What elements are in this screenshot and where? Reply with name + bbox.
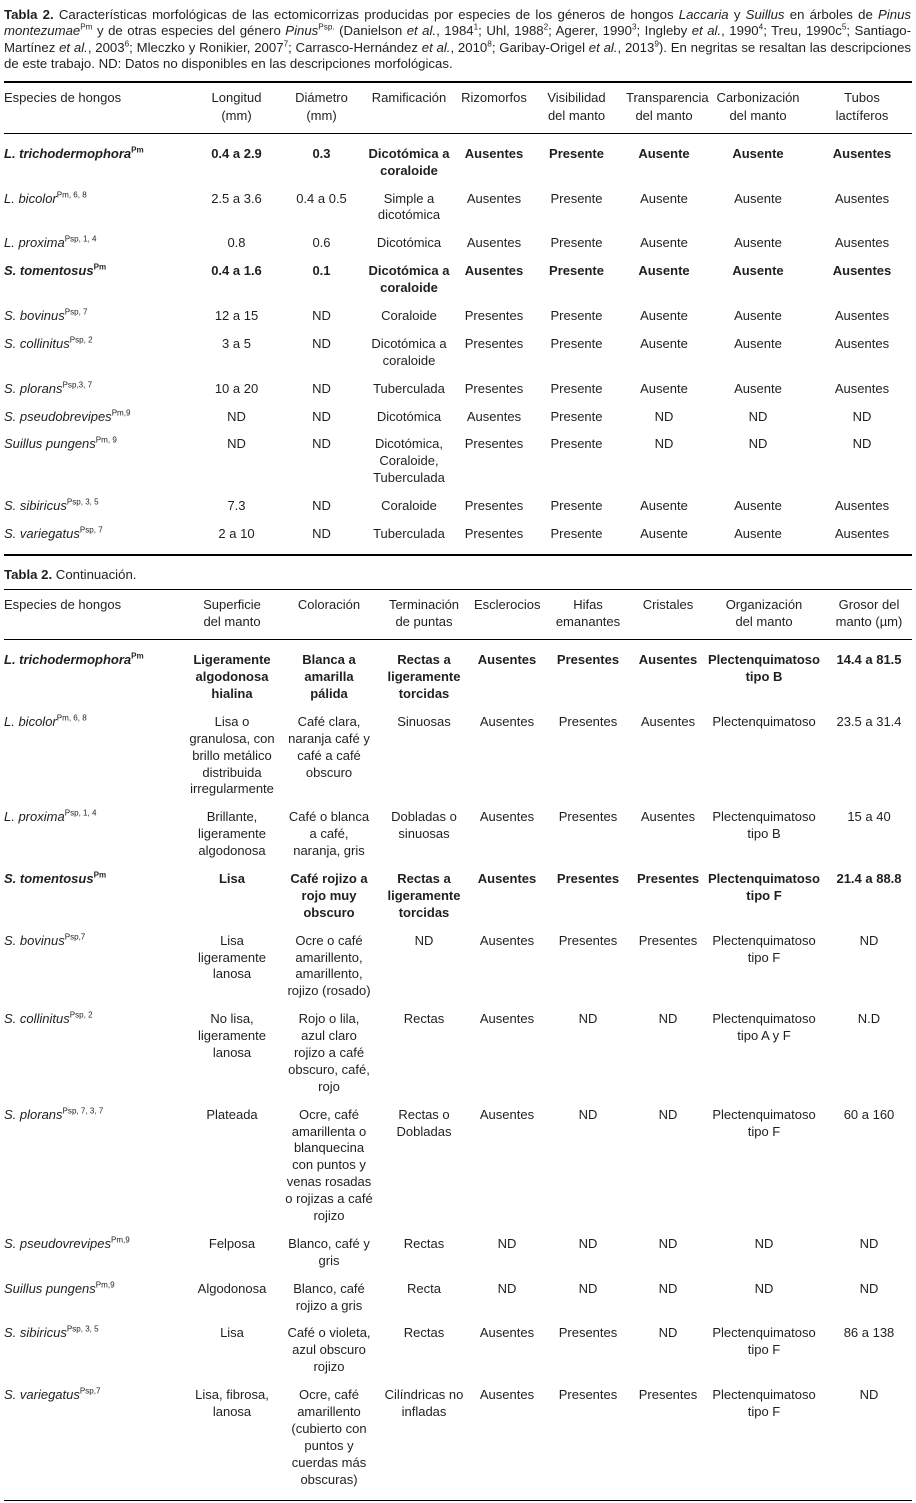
data-cell: 0.4 a 0.5 [296, 190, 347, 206]
species-name-cell: S. plorans$^{Psp, 7, 3, 7}$ [4, 1106, 104, 1122]
data-cell: Ausentes [638, 652, 698, 668]
data-cell: Ausentes [834, 190, 890, 206]
data-cell: Coraloide [381, 498, 437, 514]
morphology-table-part2 [4, 589, 912, 1501]
data-cell: Dobladas o sinuosas [391, 809, 457, 842]
data-cell: Café o blanca a café, naranja, gris [288, 809, 370, 859]
table-row [4, 381, 912, 409]
data-cell: Presentes [558, 1387, 618, 1403]
morphology-table-part1 [4, 81, 912, 555]
column-header: Grosor del manto (µm) [826, 589, 912, 639]
data-cell: Ausente [640, 190, 688, 206]
data-cell: Ausente [734, 380, 782, 396]
table-row [4, 436, 912, 498]
column-header: Rizomorfos [459, 82, 529, 133]
species-name-cell: S. plorans$^{Psp,3, 7}$ [4, 380, 93, 396]
data-cell: Ocre, café amarillenta o blanquecina con puntos y venas rosadas o rojizas a café rojizo [285, 1106, 373, 1224]
data-cell: 3 a 5 [222, 335, 251, 351]
data-cell: ND [852, 408, 872, 424]
species-name-cell: S. tomentosus$^{Pm}$ [4, 870, 107, 886]
data-cell: Lisa [218, 871, 245, 886]
data-cell: Ausentes [464, 263, 524, 279]
data-cell: ND [859, 932, 879, 948]
data-cell: Algodonosa [197, 1280, 267, 1296]
data-cell: 86 a 138 [843, 1325, 895, 1341]
data-cell: Plectenquimatoso tipo F [712, 1387, 816, 1420]
data-cell: Presentes [558, 713, 618, 729]
table1-header [4, 82, 912, 133]
data-cell: 2.5 a 3.6 [211, 190, 262, 206]
data-cell: Ausente [638, 145, 690, 161]
data-cell: ND [312, 436, 331, 452]
data-cell: Presentes [556, 871, 620, 886]
data-cell: 12 a 15 [214, 307, 259, 323]
species-name-cell: L. trichodermophora$^{Pm}$ [4, 651, 144, 668]
data-cell: ND [658, 1106, 678, 1122]
data-cell: Ausente [734, 526, 782, 541]
data-cell: ND [859, 1387, 879, 1403]
column-header: Hifas emanantes [542, 589, 634, 639]
data-cell: Presentes [464, 307, 524, 323]
data-cell: Ausentes [479, 809, 535, 825]
data-cell: Sinuosas [397, 713, 451, 729]
data-cell: Ausentes [832, 263, 892, 279]
data-cell: 7.3 [227, 498, 246, 514]
data-cell: ND [312, 307, 331, 323]
table-row [4, 336, 912, 381]
data-cell: Ausentes [477, 871, 537, 886]
data-cell: Ausentes [834, 380, 890, 396]
data-cell: Rectas [403, 1011, 445, 1027]
data-cell: Presentes [638, 1387, 698, 1403]
data-cell: Dicotómica a coraloide [368, 145, 450, 178]
column-header: Coloración [282, 589, 376, 639]
data-cell: Ligeramente algodonosa hialina [193, 652, 271, 701]
continuation-text: Continuación. [52, 566, 137, 582]
data-cell: Tuberculada [373, 526, 445, 541]
data-cell: ND [578, 1280, 598, 1296]
data-cell: Presentes [637, 871, 700, 886]
species-name-cell: Suillus pungens$^{Pm, 9}$ [4, 436, 117, 452]
data-cell: ND [312, 498, 331, 514]
data-cell: Ausente [732, 145, 784, 161]
data-cell: Ausente [734, 335, 782, 351]
data-cell: Ausentes [479, 713, 535, 729]
data-cell: Ausentes [466, 408, 522, 424]
data-cell: Ausentes [479, 932, 535, 948]
column-header: Ramificación [359, 82, 459, 133]
data-cell: Blanco, café rojizo a gris [293, 1280, 365, 1313]
table-row [4, 191, 912, 236]
data-cell: Plectenquimatoso [712, 713, 816, 729]
species-name-cell: L. proxima$^{Psp, 1, 4}$ [4, 234, 97, 251]
data-cell: 0.6 [312, 235, 331, 251]
data-cell: 23.5 a 31.4 [836, 713, 902, 729]
data-cell: Ocre, café amarillento (cubierto con puntos y cuerdas más obscuras) [291, 1387, 367, 1487]
column-header: Especies de hongos [4, 82, 189, 133]
data-cell: Rectas [403, 1235, 445, 1251]
data-cell: Rectas a ligeramente torcidas [387, 652, 461, 701]
data-cell: Rectas [403, 1325, 445, 1341]
table-row [4, 1011, 912, 1106]
species-name-cell: S. tomentosus$^{Pm}$ [4, 262, 107, 279]
data-cell: Ausentes [479, 1106, 535, 1122]
data-cell: Recta [407, 1280, 441, 1296]
data-cell: ND [748, 436, 768, 452]
data-cell: ND [658, 1325, 678, 1341]
column-header: Especies de hongos [4, 589, 182, 639]
data-cell: Ausentes [479, 1387, 535, 1403]
data-cell: Ausentes [834, 498, 890, 514]
data-cell: Plectenquimatoso tipo A y F [712, 1011, 816, 1044]
data-cell: Ausentes [477, 652, 537, 668]
species-name-cell: L. trichodermophora$^{Pm}$ [4, 145, 144, 161]
data-cell: Plectenquimatoso tipo B [712, 809, 816, 842]
data-cell: Lisa [220, 1325, 244, 1341]
data-cell: Lisa, fibrosa, lanosa [195, 1387, 269, 1420]
data-cell: Tuberculada [373, 380, 445, 396]
data-cell: Ausentes [640, 809, 696, 825]
data-cell: Dicotómica [376, 235, 442, 251]
data-cell: Plectenquimatoso tipo F [712, 932, 816, 965]
data-cell: Dicotómica, Coraloide, Tuberculada [373, 436, 445, 486]
data-cell: Ausentes [834, 526, 890, 541]
species-name-cell: Suillus pungens$^{Pm,9}$ [4, 1280, 115, 1296]
data-cell: Ausente [638, 263, 690, 279]
data-cell: Ausentes [479, 1325, 535, 1341]
data-cell: Lisa o granulosa, con brillo metálico distribuida irregularmente [189, 713, 275, 797]
data-cell: Rectas o Dobladas [396, 1106, 452, 1139]
data-cell: 21.4 a 88.8 [836, 871, 902, 886]
data-cell: Presente [550, 235, 603, 251]
species-name-cell: S. pseudovrevipes$^{Pm,9}$ [4, 1235, 130, 1251]
data-cell: Café clara, naranja café y café a café obscuro [288, 713, 370, 780]
table-row [4, 409, 912, 437]
table-row [4, 1325, 912, 1387]
data-cell: Presentes [464, 436, 524, 452]
data-cell: Presentes [638, 932, 698, 948]
data-cell: Presente [550, 408, 603, 424]
data-cell: Presente [550, 335, 603, 351]
species-name-cell: L. proxima$^{Psp, 1, 4}$ [4, 809, 97, 825]
data-cell: Presente [550, 498, 603, 514]
data-cell: Lisa ligeramente lanosa [198, 932, 266, 982]
table-row [4, 263, 912, 308]
column-header: Terminación de puntas [376, 589, 472, 639]
data-cell: Presentes [558, 932, 618, 948]
table-row [4, 308, 912, 336]
species-name-cell: L. bicolor$^{Pm, 6, 8}$ [4, 190, 87, 206]
data-cell: Ausente [640, 335, 688, 351]
column-header: Longitud (mm) [189, 82, 284, 133]
data-cell: ND [859, 1280, 879, 1296]
data-cell: Presentes [464, 498, 524, 514]
data-cell: ND [227, 408, 246, 424]
data-cell: 10 a 20 [214, 380, 259, 396]
data-cell: Simple a dicotómica [377, 190, 441, 223]
data-cell: Café o violeta, azul obscuro rojizo [287, 1325, 371, 1375]
data-cell: Ausente [640, 235, 688, 251]
data-cell: 14.4 a 81.5 [836, 652, 902, 668]
data-cell: Presentes [558, 809, 618, 825]
data-cell: Ausente [640, 526, 688, 541]
species-name-cell: S. variegatus$^{Psp, 7}$ [4, 525, 103, 541]
table-continuation-label [4, 567, 911, 582]
species-name-cell: S. bovinus$^{Psp,7}$ [4, 932, 86, 948]
data-cell: Presente [549, 263, 604, 279]
data-cell: Dicotómica a coraloide [371, 335, 447, 368]
data-cell: ND [748, 408, 768, 424]
data-cell: ND [227, 436, 246, 452]
data-cell: ND [312, 335, 331, 351]
data-cell: Rectas a ligeramente torcidas [387, 871, 461, 920]
data-cell: Plectenquimatoso tipo F [712, 1106, 816, 1139]
species-name-cell: S. collinitus$^{Psp, 2}$ [4, 1010, 93, 1027]
data-cell: Café rojizo a rojo muy obscuro [290, 871, 368, 920]
data-cell: ND [414, 932, 434, 948]
data-cell: Presente [550, 190, 603, 206]
table-row [4, 235, 912, 263]
table2-header-row [4, 589, 912, 639]
data-cell: ND [658, 1011, 678, 1027]
data-cell: Ocre o café amarillento, amarillento, rojizo (rosado) [287, 932, 371, 999]
data-cell: Ausente [640, 307, 688, 323]
data-cell: 0.8 [227, 235, 246, 251]
data-cell: ND [578, 1106, 598, 1122]
data-cell: Ausentes [834, 235, 890, 251]
data-cell: Presente [550, 526, 603, 541]
data-cell: Blanco, café y gris [288, 1235, 370, 1268]
data-cell: 0.4 a 2.9 [211, 145, 262, 161]
data-cell: N.D [857, 1011, 881, 1027]
column-header: Tubos lactíferos [812, 82, 912, 133]
data-cell: ND [312, 526, 331, 541]
column-header: Cristales [634, 589, 702, 639]
table-row [4, 871, 912, 933]
column-header: Diámetro (mm) [284, 82, 359, 133]
data-cell: 0.3 [312, 145, 331, 161]
data-cell: Blanca a amarilla pálida [302, 652, 356, 701]
column-header: Carbonización del manto [704, 82, 812, 133]
data-cell: ND [852, 436, 872, 452]
table-row [4, 809, 912, 871]
data-cell: Ausentes [834, 307, 890, 323]
data-cell: Ausente [734, 307, 782, 323]
data-cell: No lisa, ligeramente lanosa [198, 1011, 266, 1061]
data-cell: Plectenquimatoso tipo B [708, 652, 820, 685]
table-row [4, 640, 912, 714]
species-name-cell: S. collinitus$^{Psp, 2}$ [4, 335, 93, 351]
data-cell: ND [497, 1235, 517, 1251]
table-row [4, 714, 912, 809]
data-cell: 15 a 40 [847, 809, 891, 825]
data-cell: ND [859, 1235, 879, 1251]
data-cell: Presentes [464, 380, 524, 396]
data-cell: Ausentes [834, 335, 890, 351]
data-cell: ND [658, 1280, 678, 1296]
data-cell: Dicotómica a coraloide [368, 263, 450, 296]
data-cell: Ausente [640, 380, 688, 396]
table1-header-row [4, 82, 912, 133]
data-cell: Plectenquimatoso tipo F [708, 871, 820, 903]
table-row [4, 1281, 912, 1326]
species-name-cell: S. sibiricus$^{Psp, 3, 5}$ [4, 1325, 99, 1341]
table-row [4, 933, 912, 1012]
table-row [4, 1107, 912, 1236]
data-cell: Felposa [208, 1235, 256, 1251]
data-cell: Presentes [558, 1325, 618, 1341]
table-row [4, 498, 912, 526]
data-cell: Presente [549, 145, 604, 161]
column-header: Esclerocios [472, 589, 542, 639]
data-cell: Ausente [734, 190, 782, 206]
table-caption: Tabla 2. Características morfológicas de las ectomicorrizas producidas por especies de los géneros de hongos Laccaria y Suillus en árboles de Pinus montezumae$^{Pm}$ y de otras especies del género Pinus$^{Psp.}$ (Danielson et al., 1984$^1$; Uhl, 1988$^2$; Agerer, 1990$^3$; Ingleby et al., 1990$^4$; Treu, $1990c^5$; Santiago-Martínez et al., 2003$^6$; Mleczko y Ronikier, 2007$^7$; Carrasco-Hernández et al., 2010$^8$; Garibay-Origel et al., 2013$^9$). En negritas se resaltan las descripciones de este trabajo. ND: Datos no disponibles en las descripciones morfológicas. [4, 7, 912, 72]
data-cell: Rojo o lila, azul claro rojizo a café obscuro, café, rojo [288, 1011, 370, 1094]
data-cell: ND [312, 408, 331, 424]
data-cell: Plectenquimatoso tipo F [712, 1325, 816, 1358]
data-cell: ND [754, 1280, 774, 1296]
species-name-cell: L. bicolor$^{Pm, 6, 8}$ [4, 713, 87, 729]
data-cell: Presentes [556, 652, 620, 668]
table-row [4, 1387, 912, 1500]
data-cell: Brillante, ligeramente algodonosa [198, 809, 266, 859]
species-name-cell: S. pseudobrevipes$^{Pm,9}$ [4, 408, 131, 424]
data-cell: 0.4 a 1.6 [211, 263, 262, 279]
table2-header [4, 589, 912, 639]
data-cell: Ausentes [832, 145, 892, 161]
table2-body [4, 640, 912, 1500]
column-header: Transparencia del manto [624, 82, 704, 133]
data-cell: ND [497, 1280, 517, 1296]
data-cell: Ausentes [464, 145, 524, 161]
data-cell: Ausente [734, 498, 782, 514]
data-cell: Presentes [464, 335, 524, 351]
data-cell: Ausentes [466, 190, 522, 206]
data-cell: Presentes [464, 526, 524, 541]
data-cell: 60 a 160 [843, 1106, 895, 1122]
data-cell: Plateada [206, 1106, 258, 1122]
column-header: Superficie del manto [182, 589, 282, 639]
data-cell: 2 a 10 [218, 526, 255, 541]
data-cell: ND [312, 380, 331, 396]
data-cell: Ausentes [479, 1011, 535, 1027]
data-cell: ND [654, 408, 674, 424]
data-cell: ND [654, 436, 674, 452]
species-name-cell: S. sibiricus$^{Psp, 3, 5}$ [4, 497, 99, 514]
table-row [4, 526, 912, 555]
column-header: Organización del manto [702, 589, 826, 639]
species-name-cell: S. bovinus$^{Psp, 7}$ [4, 307, 88, 323]
data-cell: Presente [550, 380, 603, 396]
table-row [4, 1236, 912, 1281]
data-cell: ND [754, 1235, 774, 1251]
table-row [4, 133, 912, 190]
data-cell: Presente [550, 307, 603, 323]
data-cell: ND [578, 1011, 598, 1027]
data-cell: Ausentes [466, 235, 522, 251]
data-cell: Ausente [640, 498, 688, 514]
data-cell: 0.1 [312, 263, 331, 279]
column-header: Visibilidad del manto [529, 82, 624, 133]
continuation-table-number: Tabla 2. [4, 566, 53, 582]
data-cell: Cilíndricas no infladas [384, 1387, 464, 1420]
data-cell: ND [658, 1235, 678, 1251]
table1-body [4, 133, 912, 555]
data-cell: Presente [550, 436, 603, 452]
data-cell: Coraloide [381, 307, 437, 323]
data-cell: Ausente [734, 235, 782, 251]
data-cell: Dicotómica [376, 408, 442, 424]
data-cell: ND [578, 1235, 598, 1251]
species-name-cell: S. variegatus$^{Psp,7}$ [4, 1386, 101, 1403]
data-cell: Ausentes [640, 713, 696, 729]
data-cell: Ausente [732, 263, 784, 279]
